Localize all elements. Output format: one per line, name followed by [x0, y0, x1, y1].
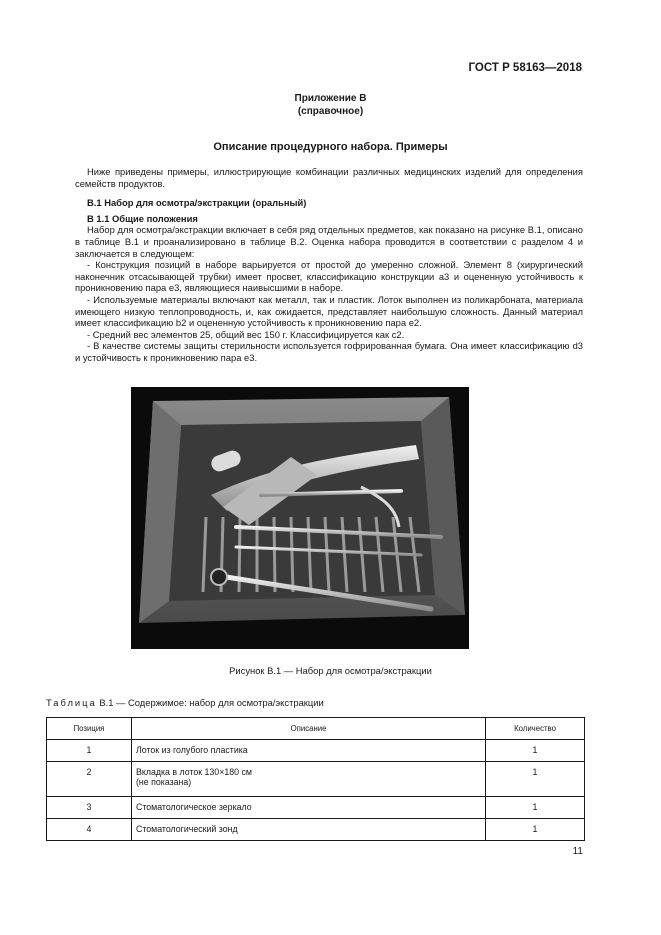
tray-illustration — [131, 387, 469, 649]
cell-position: 4 — [47, 819, 132, 841]
figure-caption: Рисунок В.1 — Набор для осмотра/экстракции — [229, 665, 432, 676]
cell-position: 3 — [47, 797, 132, 819]
cell-position: 2 — [47, 762, 132, 797]
cell-quantity: 1 — [486, 819, 585, 841]
table-row — [47, 797, 585, 819]
annex-subtitle: (справочное) — [297, 106, 364, 117]
standard-code: ГОСТ Р 58163—2018 — [468, 62, 582, 74]
cell-description: Стоматологическое зеркало — [132, 797, 486, 819]
table-row — [47, 740, 585, 762]
paragraph-1: Набор для осмотра/экстракции включает в себя ряд отдельных предметов, как показано на рисунке В.1, описано в таблице В.1 и проанализировано в таблице В.2. Оценка набора проводится в соответствии с разделом 4 и заключается в следующем: — [75, 224, 583, 259]
contents-table — [46, 717, 585, 841]
subsection-subheading: В 1.1 Общие положения — [87, 212, 198, 224]
cell-quantity: 1 — [486, 797, 585, 819]
cell-description-line1: Вкладка в лоток 130×180 см — [136, 767, 252, 777]
paragraph-4: - Средний вес элементов 25, общий вес 150 г. Классифицируется как с2. — [87, 328, 405, 340]
cell-description-line2: (не показана) — [136, 777, 192, 787]
table-label: Таблица — [46, 697, 97, 708]
cell-description — [132, 762, 486, 797]
table-row — [47, 762, 585, 797]
table-caption — [46, 697, 324, 708]
page-number: 11 — [572, 846, 583, 857]
table-header-row — [47, 718, 585, 740]
annex-label: Приложение В — [294, 93, 367, 104]
cell-description: Стоматологический зонд — [132, 819, 486, 841]
header-description: Описание — [132, 718, 486, 740]
paragraph-3: - Используемые материалы включают как металл, так и пластик. Лоток выполнен из поликарбоната, материала имеющего низкую теплопроводность, и, как ожидается, представляет наибольшую сложность. Данный материал имеет классификацию b2 и оцененную устойчивость к проникновению пара е2. — [75, 293, 583, 329]
paragraph-5: - В качестве системы защиты стерильности используется гофрированная бумага. Она имеет классификацию d3 и устойчивость к проникновению пара е3. — [75, 340, 583, 363]
subsection-heading: В.1 Набор для осмотра/экстракции (оральный) — [87, 197, 307, 209]
section-title: Описание процедурного набора. Примеры — [213, 141, 448, 153]
cell-quantity: 1 — [486, 740, 585, 762]
table-row — [47, 819, 585, 841]
tray-photo — [131, 387, 469, 649]
body-text — [75, 166, 583, 364]
header-position: Позиция — [47, 718, 132, 740]
cell-quantity: 1 — [486, 762, 585, 797]
intro-paragraph: Ниже приведены примеры, иллюстрирующие комбинации различных медицинских изделий для определения семейств продуктов. — [75, 166, 583, 189]
annex-title — [0, 92, 661, 118]
table-caption-text: В.1 — Содержимое: набор для осмотра/экстракции — [99, 697, 324, 708]
cell-position: 1 — [47, 740, 132, 762]
cell-description: Лоток из голубого пластика — [132, 740, 486, 762]
header-quantity: Количество — [486, 718, 585, 740]
paragraph-2: - Конструкция позиций в наборе варьируется от простой до умеренно сложной. Элемент 8 (хирургический наконечник отсасывающей трубки) имеет просвет, классификацию конструкции а3 и оцененную устойчивость к проникновению пара е3, являющиеся наивысшими в наборе. — [75, 259, 583, 294]
